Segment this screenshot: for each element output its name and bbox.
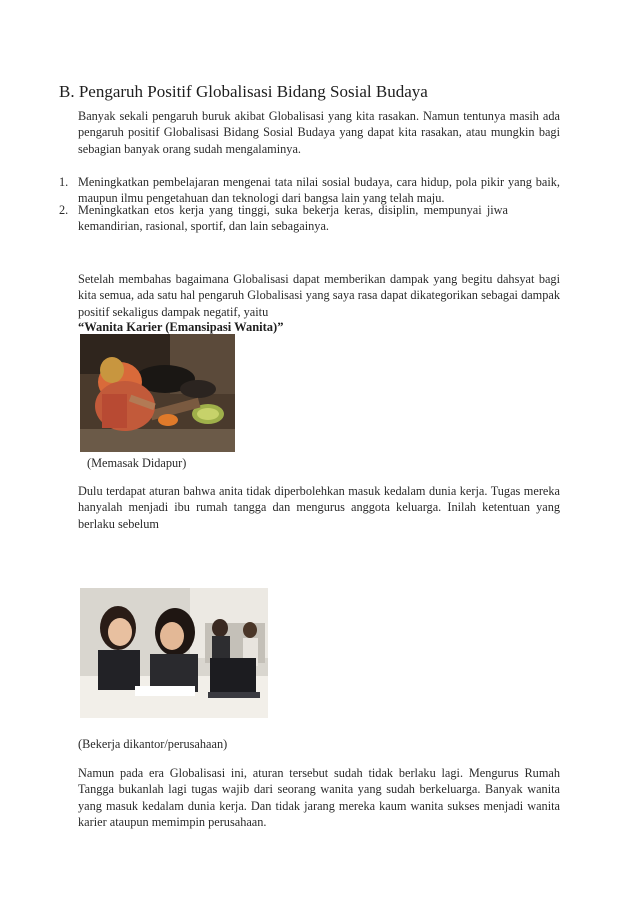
office-photo-illustration (80, 588, 268, 718)
history-paragraph: Dulu terdapat aturan bahwa anita tidak diperbolehkan masuk kedalam dunia kerja. Tugas mereka hanyalah menjadi ibu rumah tangga dan mengurus anggota keluarga. Inilah ketentuan yang berlaku sebelum (78, 484, 560, 531)
list-item-number: 1. (59, 175, 69, 189)
conclusion-paragraph: Namun pada era Globalisasi ini, aturan tersebut sudah tidak berlaku lagi. Mengurus Rumah Tangga bukanlah lagi tugas wajib dari seorang wanita yang sudah berkeluarga. Banyak wanita yang masuk kedalam dunia kerja. Dan tidak jarang mereka kaum wanita sukses menjadi wanita karier ataupun memimpin perusahaan. (78, 766, 560, 829)
list-item-text: Meningkatkan pembelajaran mengenai tata nilai sosial budaya, cara hidup, pola pikir yang baik, maupun ilmu pengetahuan dan teknologi dari bangsa lain yang telah maju. (78, 175, 560, 206)
intro-paragraph: Banyak sekali pengaruh buruk akibat Globalisasi yang kita rasakan. Namun tentunya masih ada pengaruh positif Globalisasi Bidang Sosial Budaya yang dapat kita rasakan, atau mungkin bagi sebagian banyak orang sudah mengalaminya. (78, 109, 560, 156)
cooking-photo-illustration (80, 334, 235, 452)
photo-caption: (Memasak Didapur) (87, 456, 187, 470)
subtopic-title: “Wanita Karier (Emansipasi Wanita)” (78, 320, 284, 334)
transition-paragraph: Setelah membahas bagaimana Globalisasi dapat memberikan dampak yang begitu dahsyat bagi kita semua, ada satu hal pengaruh Globalisasi yang saya rasa dapat dikategorikan sebagai dampak positif sekaligus dampak negatif, yaitu (78, 272, 560, 319)
list-item-text: Meningkatkan etos kerja yang tinggi, suka bekerja keras, disiplin, mempunyai jiwa kemandirian, rasional, sportif, dan lain sebagainya. (78, 203, 508, 234)
section-heading: B. Pengaruh Positif Globalisasi Bidang Sosial Budaya (59, 82, 428, 101)
cooking-photo (80, 334, 235, 452)
list-item-number: 2. (59, 203, 69, 217)
photo-caption: (Bekerja dikantor/perusahaan) (78, 737, 228, 751)
office-photo (80, 588, 268, 718)
